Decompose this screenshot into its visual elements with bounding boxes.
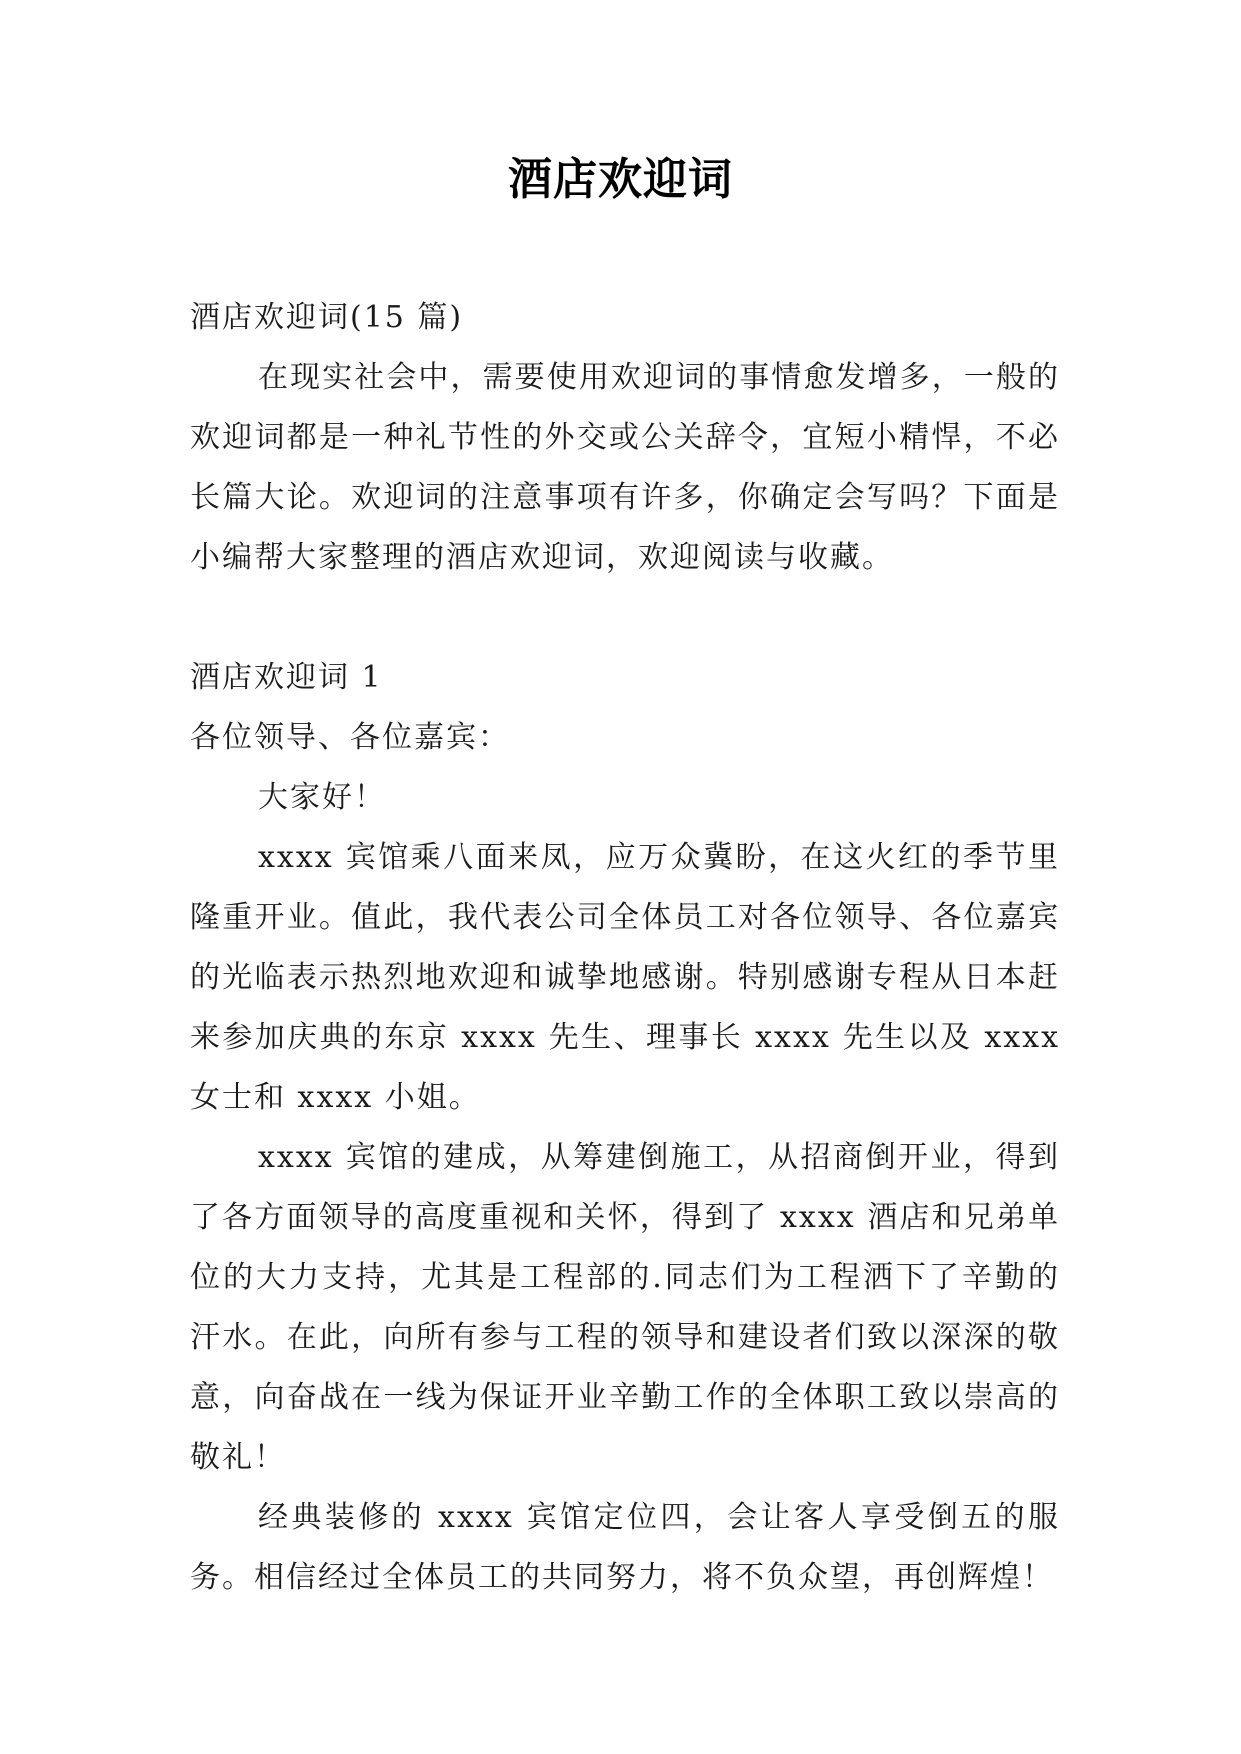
document-title: 酒店欢迎词	[508, 154, 733, 205]
greeting: 大家好！	[258, 780, 386, 815]
section-heading: 酒店欢迎词 1	[190, 660, 383, 695]
section-spacer	[190, 588, 1060, 648]
document-body	[190, 288, 1060, 1608]
intro-paragraph: 在现实社会中，需要使用欢迎词的事情愈发增多，一般的欢迎词都是一种礼节性的外交或公关辞令，宜短小精悍，不必长篇大论。欢迎词的注意事项有许多，你确定会写吗？下面是小编帮大家整理的酒店欢迎词，欢迎阅读与收藏。	[190, 360, 1060, 575]
body-paragraph-1: xxxx 宾馆乘八面来凤，应万众冀盼，在这火红的季节里隆重开业。值此，我代表公司全体员工对各位领导、各位嘉宾的光临表示热烈地欢迎和诚挚地感谢。特别感谢专程从日本赶来参加庆典的东京 xxxx 先生、理事长 xxxx 先生以及 xxxx 女士和 xxxx 小姐。	[190, 840, 1060, 1115]
document-subtitle: 酒店欢迎词(15 篇)	[190, 300, 464, 335]
salutation: 各位领导、各位嘉宾：	[190, 720, 510, 755]
body-paragraph-3: 经典装修的 xxxx 宾馆定位四，会让客人享受倒五的服务。相信经过全体员工的共同努力，将不负众望，再创辉煌！	[190, 1500, 1060, 1595]
body-paragraph-2: xxxx 宾馆的建成，从筹建倒施工，从招商倒开业，得到了各方面领导的高度重视和关怀，得到了 xxxx 酒店和兄弟单位的大力支持，尤其是工程部的.同志们为工程洒下了辛勤的汗水。在此，向所有参与工程的领导和建设者们致以深深的敬意，向奋战在一线为保证开业辛勤工作的全体职工致以崇高的敬礼！	[190, 1140, 1060, 1475]
